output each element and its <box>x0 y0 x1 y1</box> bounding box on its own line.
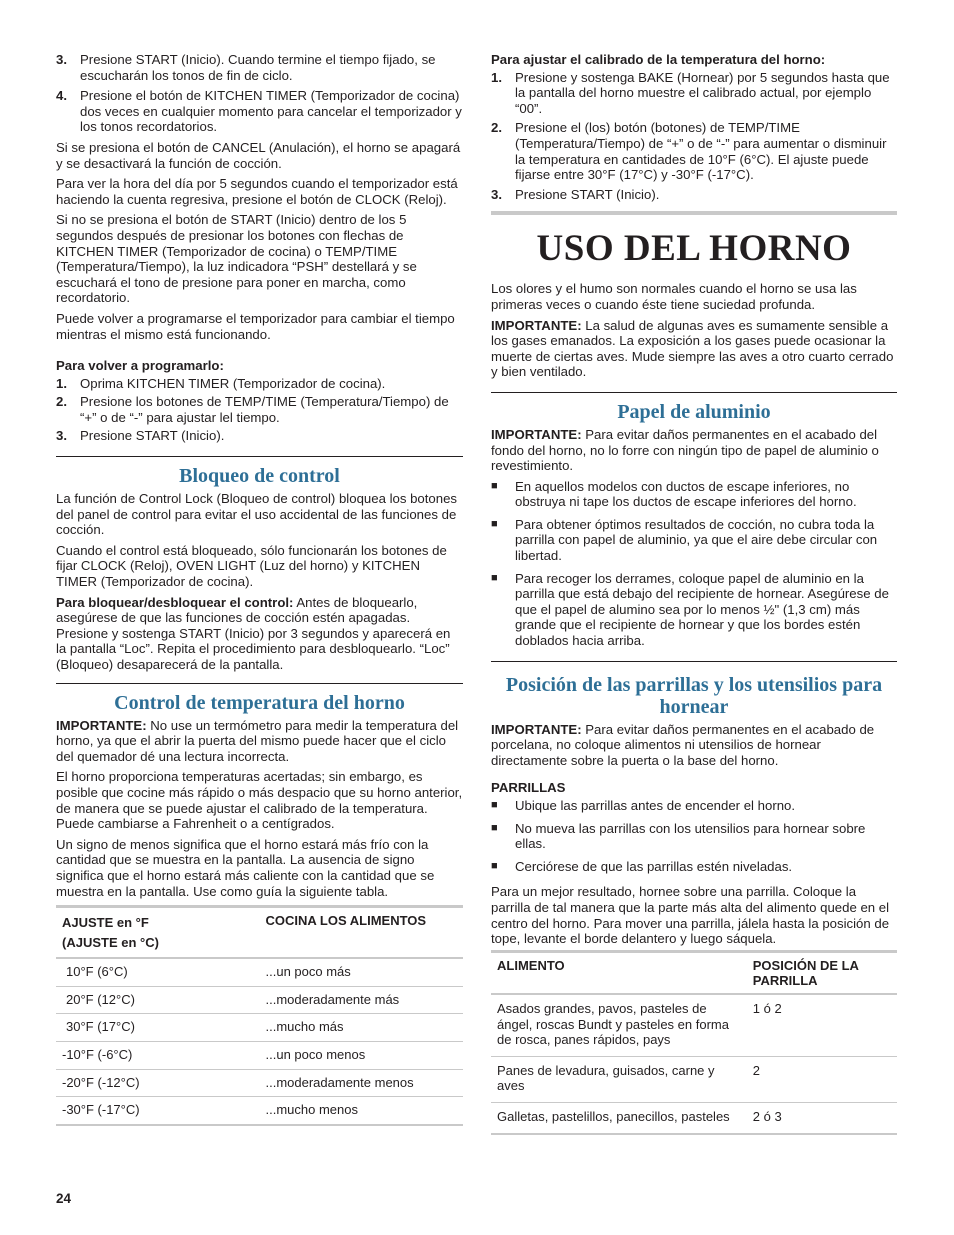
table-row: -30°F (-17°C) ...mucho menos <box>56 1097 463 1125</box>
list-item: 3. Presione START (Inicio). Cuando termine el tiempo fijado, se escucharán los tonos de fin de ciclo. <box>56 52 436 83</box>
list-item: 3. Presione START (Inicio). <box>56 428 225 444</box>
paragraph: Un signo de menos significa que el horno estará más frío con la cantidad que se muestra en la pantalla. La ausencia de signo significa que el horno estará más caliente con la cantidad que se muestra en la pantalla. Use como guía la siguiente tabla. <box>56 836 435 899</box>
bullet-icon: ■ <box>491 799 498 811</box>
paragraph: Si no se presiona el botón de START (Inicio) dentro de los 5 segundos después de presionar los botones con flechas de KITCHEN TIMER (Temporizador de cocina) o TEMP/TIME (Temperatura/Tiempo), la luz indicadora “PSH” destellará y se escuchará el tono de presione para poner en marcha, como recordatorio. <box>56 212 417 306</box>
divider <box>56 456 463 457</box>
list-item: ■ En aquellos modelos con ductos de escape inferiores, no obstruya ni tape los ductos de escape inferiores del horno. <box>491 478 857 510</box>
rack-position-table <box>491 950 897 1135</box>
section-title-rack-position: Posición de las parrillas y los utensilios para hornear <box>505 673 883 718</box>
bullet-icon: ■ <box>491 821 498 834</box>
paragraph: IMPORTANTE: La salud de algunas aves es sumamente sensible a los gases emanados. La exposición a los gases puede ocasionar la muerte de ciertas aves. Mude siempre las aves a otro cuarto cerrado y bien ventilado. <box>491 317 894 380</box>
table-row: Asados grandes, pavos, pasteles de ángel, roscas Bundt y pasteles en forma de rosca, panes rápidos, pays 1 ó 2 <box>491 994 897 1056</box>
calibration-heading: Para ajustar el calibrado de la temperatura del horno: <box>491 52 826 67</box>
table-row: -10°F (-6°C) ...un poco menos <box>56 1041 463 1069</box>
table-header: AJUSTE en °F (AJUSTE en °C) <box>56 907 260 959</box>
table-row: Panes de levadura, guisados, carne y aves 2 <box>491 1056 897 1102</box>
paragraph: IMPORTANTE: Para evitar daños permanentes en el acabado de porcelana, no coloque alimentos ni utensilios de hornear directamente sobre la puerta o la base del horno. <box>491 721 875 768</box>
bullet-icon: ■ <box>491 479 498 492</box>
bullet-icon: ■ <box>491 859 498 872</box>
list-item: ■ Para obtener óptimos resultados de cocción, no cubra toda la parrilla con papel de aluminio, ya que el aire debe circular con libertad. <box>491 516 878 564</box>
list-item: ■ No mueva las parrillas con los utensilios para hornear sobre ellas. <box>491 820 866 852</box>
paragraph: Cuando el control está bloqueado, sólo funcionarán los botones de fijar CLOCK (Reloj), OVEN LIGHT (Luz del horno) y KITCHEN TIMER (Temporizador de cocina). <box>56 542 447 590</box>
paragraph: IMPORTANTE: Para evitar daños permanentes en el acabado del fondo del horno, no lo forre con ningún tipo de papel de aluminio o revestimiento. <box>491 426 879 474</box>
paragraph: Si se presiona el botón de CANCEL (Anulación), el horno se apagará y se desactivará la función de cocción. <box>56 139 461 171</box>
racks-subheading: PARRILLAS <box>491 780 566 796</box>
paragraph: IMPORTANTE: No use un termómetro para medir la temperatura del horno, ya que el abrir la puerta del mismo puede hacer que el ciclo del quemador dé una lectura incorrecta. <box>56 717 459 764</box>
table-header-row <box>56 907 463 959</box>
section-title-temperature-control: Control de temperatura del horno <box>114 691 405 714</box>
divider <box>491 661 897 662</box>
bullet-icon: ■ <box>491 571 498 584</box>
page-number: 24 <box>56 1191 72 1206</box>
divider <box>56 683 463 684</box>
paragraph: Para ver la hora del día por 5 segundos cuando el temporizador está haciendo la cuenta regresiva, presione el botón de CLOCK (Reloj). <box>56 176 458 207</box>
bullet-icon: ■ <box>491 517 498 530</box>
list-item: ■ Para recoger los derrames, coloque papel de aluminio en la parrilla que está debajo del recipiente de hornear. Asegúrese de que el papel de alumino sea por lo menos ½" (1,3 cm) más grande que el recipiente de hornear y que los bordes estén doblados hacia arriba. <box>491 570 889 649</box>
paragraph: Puede volver a programarse el temporizador para cambiar el tiempo mientras el mismo está funcionando. <box>56 310 455 342</box>
table-row: -20°F (-12°C) ...moderadamente menos <box>56 1069 463 1097</box>
table-row: 30°F (17°C) ...mucho más <box>56 1014 463 1042</box>
table-header: ALIMENTO <box>491 951 747 994</box>
list-item: 2. Presione el (los) botón (botones) de TEMP/TIME (Temperatura/Tiempo) de “+” o de “-” para aumentar o disminuir la temperatura en cantidades de 10°F (6°C). El ajuste puede fijarse entre 30°F (17°C) y -30°F (-17°C). <box>491 120 887 183</box>
section-title-control-lock: Bloqueo de control <box>179 465 340 488</box>
table-row: Galletas, pastelillos, panecillos, pasteles 2 ó 3 <box>491 1102 897 1133</box>
list-item: ■ Cerciórese de que las parrillas estén niveladas. <box>491 858 793 874</box>
divider <box>491 392 897 393</box>
list-item: 1. Oprima KITCHEN TIMER (Temporizador de cocina). <box>56 375 386 391</box>
paragraph: La función de Control Lock (Bloqueo de control) bloquea los botones del panel de control para evitar el uso accidental de las funciones de cocción. <box>56 491 458 538</box>
list-item: 4. Presione el botón de KITCHEN TIMER (Temporizador de cocina) dos veces en cualquier momento para cancelar el temporizador y los tonos recordatorios. <box>56 88 462 135</box>
reprogram-heading: Para volver a programarlo: <box>56 358 224 374</box>
table-row: 10°F (6°C) ...un poco más <box>56 958 463 986</box>
divider <box>491 211 897 215</box>
paragraph: El horno proporciona temperaturas acertadas; sin embargo, es posible que cocine más rápido o más despacio que su horno anterior, de manera que se puede ajustar el calibrado de la temperatura. Puede cambiarse a Fahrenheit o a centígrados. <box>56 769 463 832</box>
list-item: 2. Presione los botones de TEMP/TIME (Temperatura/Tiempo) de “+” o de “-” para ajustar lel tiempo. <box>56 394 449 425</box>
paragraph: Los olores y el humo son normales cuando el horno se usa las primeras veces o cuando éste tiene suciedad profunda. <box>491 281 857 312</box>
right-column <box>491 52 897 1135</box>
list-item: 1. Presione y sostenga BAKE (Hornear) por 5 segundos hasta que la pantalla del horno muestre el calibrado actual, por ejemplo “00”. <box>491 69 890 116</box>
table-row: 20°F (12°C) ...moderadamente más <box>56 986 463 1014</box>
section-title-aluminum-foil: Papel de aluminio <box>617 400 771 423</box>
page-title: USO DEL HORNO <box>536 228 852 270</box>
left-column <box>56 52 463 1126</box>
paragraph: Para un mejor resultado, hornee sobre una parrilla. Coloque la parrilla de tal manera que la parte más alta del alimento quede en el centro del horno. Para mover una parrilla, jálela hasta la posición de tope, levante el borde delantero y luego sáquela. <box>491 884 890 947</box>
table-header-row <box>491 951 897 994</box>
list-item: ■ Ubique las parrillas antes de encender el horno. <box>491 798 796 813</box>
calibration-table <box>56 905 463 1126</box>
table-header: POSICIÓN DE LA PARRILLA <box>747 951 897 994</box>
table-header: COCINA LOS ALIMENTOS <box>260 907 464 959</box>
paragraph: Para bloquear/desbloquear el control: Antes de bloquearlo, asegúrese de que las funciones de cocción estén apagadas. Presione y sostenga START (Inicio) por 3 segundos y aparecerá en la pantalla “Loc”. Repita el procedimiento para desbloquearlo. “Loc” (Bloqueo) desaparecerá de la pantalla. <box>56 594 451 672</box>
list-item: 3. Presione START (Inicio). <box>491 186 660 202</box>
